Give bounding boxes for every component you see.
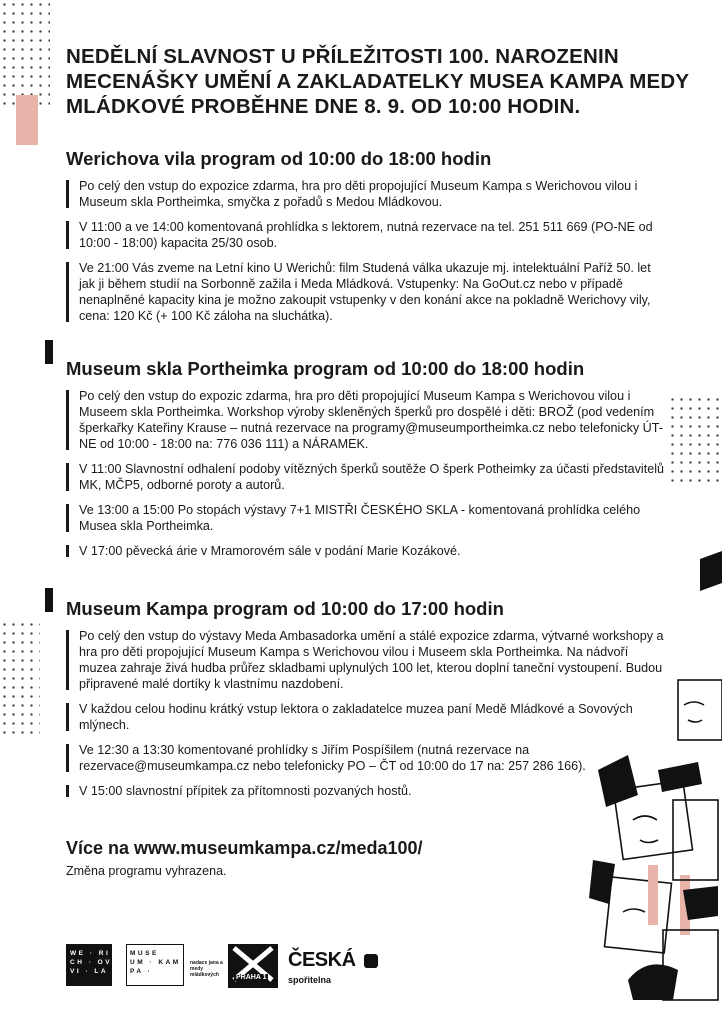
program-change-note: Změna programu vyhrazena. [66,864,227,878]
program-item: V 11:00 Slavnostní odhalení podoby vítězných šperků soutěže O šperk Potheimky za účasti představitelů MK, MČP5, odborné poroty a autorů. [66,461,666,493]
page-headline: NEDĚLNÍ SLAVNOST U PŘÍLEŽITOSTI 100. NAROZENIN MECENÁŠKY UMĚNÍ A ZAKLADATELKY MUSEA KAMPA MEDY MLÁDKOVÉ PROBĚHNE DNE 8. 9. OD 10:00 HODIN. [66,45,689,118]
program-item: Ve 13:00 a 15:00 Po stopách výstavy 7+1 MISTŘI ČESKÉHO SKLA - komentovaná prohlídka celého Musea skla Portheimka. [66,502,666,534]
dot-pattern-right [668,395,722,485]
dot-pattern-middle [0,620,40,740]
praha1-logo [228,944,278,993]
section-title: Museum skla Portheimka program od 10:00 do 18:00 hodin [66,358,585,379]
program-item: Ve 12:30 a 13:30 komentované prohlídky s Jiřím Pospíšilem (nutná rezervace na rezervace@museumkampa.cz nebo telefonicky PO – ČT od 10:00 do 17 na: 257 286 166). [66,742,666,774]
program-item: Ve 21:00 Vás zveme na Letní kino U Werichů: film Studená válka ukazuje mj. intelektuální Paříž 50. let jak ji během studií na Sorbonně zažila i Meda Mládková. Vstupenky: Na GoOut.cz nebo v případě nenaplněné kapacity kina je možno zakoupit vstupenky v den konání akce na pokladně Werichovy vily, cena: 120 Kč (+ 100 Kč záloha na sluchátka). [66,260,666,324]
program-item: Po celý den vstup do expozic zdarma, hra pro děti propojující Museum Kampa s Werichovou vilou i Museem skla Portheimka. Workshop výroby skleněných šperků pro dospělé i děti: BROŽ (pod vedením šperkařky Kateřiny Krause – nutná rezervace na programy@museumportheimka.cz nebo telefonicky ÚT-NE od 10:00 - 18:00 na: 776 036 111) a NÁRAMEK. [66,388,666,452]
section-title: Werichova vila program od 10:00 do 18:00 hodin [66,148,492,169]
ceska-sporitelna-logo [288,950,378,990]
program-item: Po celý den vstup do expozice zdarma, hra pro děti propojující Museum Kampa s Werichovou vilou i Museum skla Portheimka, smyčka z pořadů s Medou Mládkovou. [66,178,666,210]
website-link[interactable]: Více na www.museumkampa.cz/meda100/ [66,838,423,858]
program-item: V 11:00 a ve 14:00 komentovaná prohlídka s lektorem, nutná rezervace na tel. 251 511 669 (PO-NE od 10:00 - 18:00) kapacita 25/30 osob. [66,219,666,251]
program-item: V 17:00 pěvecká árie v Mramorovém sále v podání Marie Kozákové. [66,543,666,559]
ceska-label: ČESKÁ [288,949,356,971]
black-accent-mark [45,588,53,612]
sporitelna-label: spořitelna [288,975,332,985]
section-werichova-vila [66,148,666,333]
praha1-label: PRAHA 1 [236,974,267,981]
black-accent-mark [45,340,53,364]
praha1-x-icon [228,944,278,988]
program-item: V 15:00 slavnostní přípitek za přítomnosti pozvaných hostů. [66,783,666,799]
program-item: Po celý den vstup do výstavy Meda Ambasadorka umění a stálé expozice zdarma, výtvarné workshopy a hra pro děti propojující Museum Kampa s Werichovou vilou i Museem skla Portheimka. Na nádvoří muzea zahraje živá hudba průřez skladbami uplynulých 100 let, kterou doplní taneční vystoupení. Budou připravené malé dortíky k vlastnímu nazdobení. [66,628,666,692]
dot-pattern-top [0,0,50,110]
werichova-vila-logo: WE · RI CH · OVA VI · LA [66,944,112,986]
program-item: V každou celou hodinu krátký vstup lektora o zakladatelce muzea paní Medě Mládkové a Sovových mlýnech. [66,701,666,733]
pink-accent-bar [16,95,38,145]
section-museum-skla-portheimka [66,358,666,568]
section-museum-kampa [66,598,666,808]
section-title: Museum Kampa program od 10:00 do 17:00 hodin [66,598,504,619]
nadace-text: nadace jana a medy mládkových [190,960,223,978]
black-accent-mark-right [700,551,722,591]
museum-kampa-logo: MUSE UM · KAM PA · [126,944,184,986]
sporitelna-s-icon [364,954,378,968]
